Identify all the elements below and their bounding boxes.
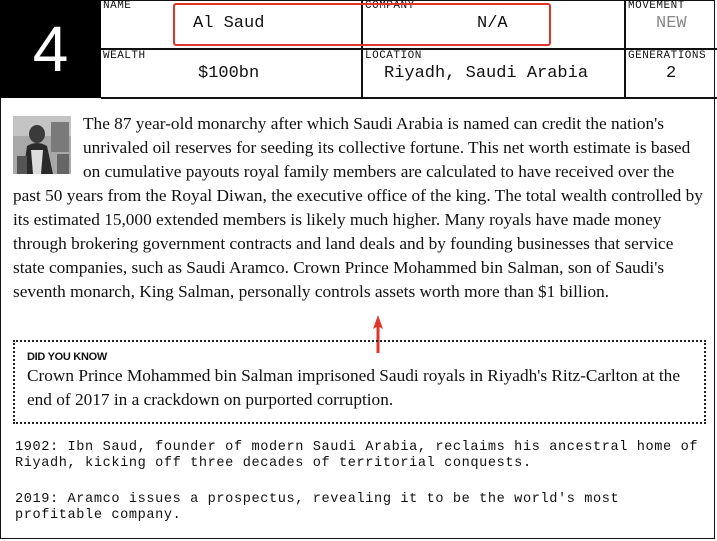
name-label: NAME [103,0,132,12]
name-value: Al Saud [193,14,265,33]
did-you-know-text: Crown Prince Mohammed bin Salman imprisoned Saudi royals in Riyadh's Ritz-Carlton at the end of 2017 in a crackdown on purported corruption. [27,366,680,409]
wealth-cell [101,50,363,99]
wealth-label: WEALTH [103,50,146,62]
movement-value: NEW [656,14,687,33]
movement-cell [626,0,717,50]
timeline-entry-2019: 2019: Aramco issues a prospectus, revealing it to be the world's most profitable company. [15,492,620,523]
movement-label: MOVEMENT [628,0,685,12]
description-text: The 87 year-old monarchy after which Saudi Arabia is named can credit the nation's unrivaled oil reserves for seeding its collective fortune. This net worth estimate is based on cumulative payouts royal family members are calculated to have received over the past 50 years from the Royal Diwan, the executive office of the king. The total wealth controlled by its estimated 15,000 extended members is likely much higher. Many royals have made money through brokering government contracts and land deals and by founding businesses that service state companies, such as Saudi Aramco. Crown Prince Mohammed bin Salman, son of Saudi's seventh monarch, King Salman, personally controls assets worth more than $1 billion. [13,114,703,301]
company-cell [363,0,626,50]
description-paragraph [13,112,703,304]
rank-number: 4 [0,0,101,98]
company-label: COMPANY [365,0,415,12]
did-you-know-box [13,340,706,424]
generations-label: GENERATIONS [628,50,707,62]
company-value: N/A [477,14,508,33]
location-label: LOCATION [365,50,422,62]
did-you-know-title: DID YOU KNOW [27,351,107,363]
wealth-value: $100bn [198,64,260,83]
generations-cell [626,50,717,99]
name-cell [101,0,363,50]
location-cell [363,50,626,99]
timeline-entry-1902: 1902: Ibn Saud, founder of modern Saudi Arabia, reclaims his ancestral home of Riyadh, kicking off three decades of territorial conquests. [15,440,699,471]
photo-float-spacer [13,112,83,172]
location-value: Riyadh, Saudi Arabia [384,64,589,83]
generations-value: 2 [666,64,677,83]
